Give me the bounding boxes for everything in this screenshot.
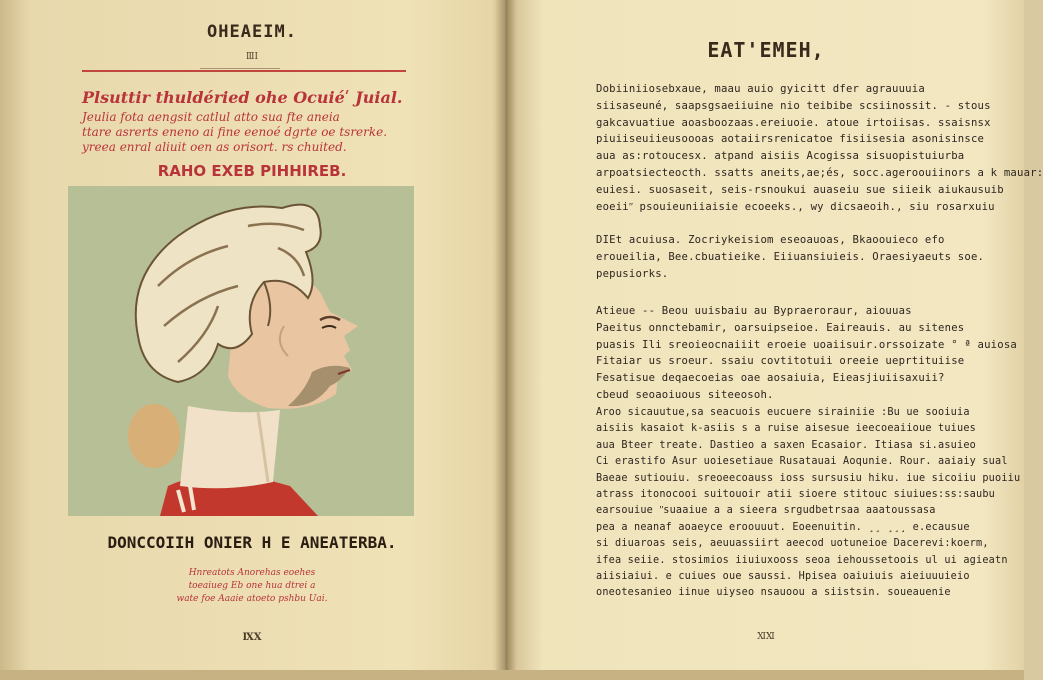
- text-line: oneotesanieo iinue uiyseo nsauoou a siistsin. soueauenie: [596, 587, 951, 599]
- right-page: [508, 0, 1043, 672]
- paragraph-4: [596, 405, 1021, 602]
- text-line: aua Bteer treate. Dastieo a saxen Ecasaior. Itiasa si.asuieo: [596, 439, 977, 451]
- left-page-intro: [82, 110, 422, 155]
- text-line: cbeud seoaoiuous siteeosoh.: [596, 388, 774, 401]
- left-page-title: OHEAEIM.: [207, 22, 297, 42]
- text-line: DIEt acuiusa. Zocriykeisiom eseoauoas, Bkaoouieco efo: [596, 234, 945, 246]
- text-line: Aroo sicauutue,sa seacuois eucuere sirainiie :Bu ue sooiuia: [596, 407, 970, 418]
- text-line: arpoatsiecteocth. ssatts aneits,ae;és, socc.ageroouiinors a k mauar:: [596, 166, 1043, 179]
- right-page-title: EAT'EMEH,: [707, 38, 825, 62]
- text-line: Dobiiniiosebxaue, maau auio gyicitt dfer agrauuuia: [596, 83, 925, 95]
- footnote-line: wate foe Aaaie atoeto pshbu Uai.: [176, 594, 328, 604]
- footnote-line: Hnreatots Anorehas eoehes: [188, 568, 316, 578]
- intro-line: ttare asrerts eneno ai fine eenoé dgrte oe tsrerke.: [82, 125, 388, 139]
- left-page-number: ⅨⅩ: [242, 632, 262, 643]
- intro-line: yreea enral aliuit oen as orisort. rs chuited.: [82, 140, 347, 154]
- text-line: gakcavuatiue aoasboozaas.ereiuoie. atoue irtoiisas. ssaisnsx: [596, 116, 991, 129]
- text-line: aiisiaiui. e cuiues oue saussi. Hpisea oaiuiuis aieiuuuieio: [596, 571, 970, 583]
- book-bottom-edge: [0, 670, 1024, 680]
- text-line: Fitaiar us sroeur. ssaiu covtitotuii oreeie ueprtituiise: [596, 355, 965, 368]
- paragraph-3: [596, 303, 1017, 404]
- portrait-caption: DONCCOIIH ONIER H E ANEATERBA.: [107, 533, 397, 552]
- text-line: euiesi. suosaseit, seis-rsnoukui auaseiu sue siieik aiukausuib: [596, 183, 1004, 196]
- text-line: ifea seiie. stosimios iiuiuxooss seoa iehoussetoois ul ui agieatn: [596, 554, 1008, 566]
- text-line: Atieue -- Beou uuisbaiu au Bypraeroraur, aiouuas: [596, 305, 912, 317]
- text-line: eoeiiʺ psouieuniiaisie ecoeeks., wy dicsaeoih., siu rosarxuiu: [596, 200, 995, 213]
- portrait-illustration: [68, 186, 414, 516]
- paragraph-1: [596, 81, 1043, 215]
- text-line: aua as:rotoucesx. atpand aisiis Acogissa sisuopistuiurba: [596, 150, 965, 163]
- text-line: eroueilia, Bee.cbuatieike. Eiiuansiuieis. Oraesiyaeuts soe.: [596, 250, 985, 263]
- footnote-line: toeaiueg Eb one hua dtrei a: [188, 581, 316, 591]
- text-line: siisaseuné, saapsgsaeiiuine nio teibibe scsiinossit. - stous: [596, 99, 991, 112]
- text-line: earsouiue ʺsuaaiue a a sieera srgudbetrsaa aaatoussasa: [596, 505, 936, 517]
- book-gutter: [495, 0, 517, 672]
- text-line: puasis Ili sreoieocnaiiit eroeie uoaiisuir.orssoizate ° ª auiosa: [596, 338, 1017, 351]
- left-page-footnote: [0, 567, 504, 606]
- text-line: aisiis kasaiot k-asiis s a ruise aisesue ieecoeaiioue tuiues: [596, 423, 977, 435]
- text-line: pepusiorks.: [596, 267, 669, 280]
- intro-line: Jeulia fota aengsit catlul atto sua fte aneia: [82, 110, 340, 124]
- text-line: pea a neanaf aoaeyce eroouuut. Eoeenuitin. ¸¸ ¸¸¸ e.ecausue: [596, 521, 970, 533]
- text-line: Ci erastifo Asur uoiesetiaue Rusatauai Aoqunie. Rour. aaiaiy sual: [596, 456, 1008, 468]
- left-page-subtitle: ⅢⅠ: [245, 52, 259, 62]
- right-page-number: ⅪⅪ: [757, 632, 775, 642]
- text-line: piuiiseuiieusoooas aotaiirsrenicatoe fisiisesia asonisinsce: [596, 133, 985, 146]
- text-line: atrass itonocooi suitouoir atii sioere stitouc siuiues:ss:saubu: [596, 489, 996, 501]
- text-line: Paeitus onnctebamir, oarsuipseioe. Eaireauis. au sitenes: [596, 321, 965, 334]
- paragraph-2: [596, 232, 985, 282]
- red-rule: [82, 70, 406, 72]
- left-page-heading: Plsuttir thuldéried ohe Ocuiéʹ Juial.: [82, 88, 403, 107]
- red-caption: RAHO EXEB PIHHIREB.: [157, 162, 347, 180]
- short-rule: [200, 68, 280, 69]
- left-page: [0, 0, 504, 672]
- portrait-svg: [68, 186, 414, 516]
- text-line: Baeae sutiouiu. sreoeecoauss ioss sursusiu hiku. iue sicoiiu puoiiu: [596, 472, 1021, 484]
- text-line: Fesatisue deqaecoeias oae aosaiuia, Eieasjiuiisaxuii?: [596, 372, 945, 385]
- text-line: si diuaroas seis, aeuuassiirt aeecod uotuneioe Dacerevi:koerm,: [596, 538, 989, 550]
